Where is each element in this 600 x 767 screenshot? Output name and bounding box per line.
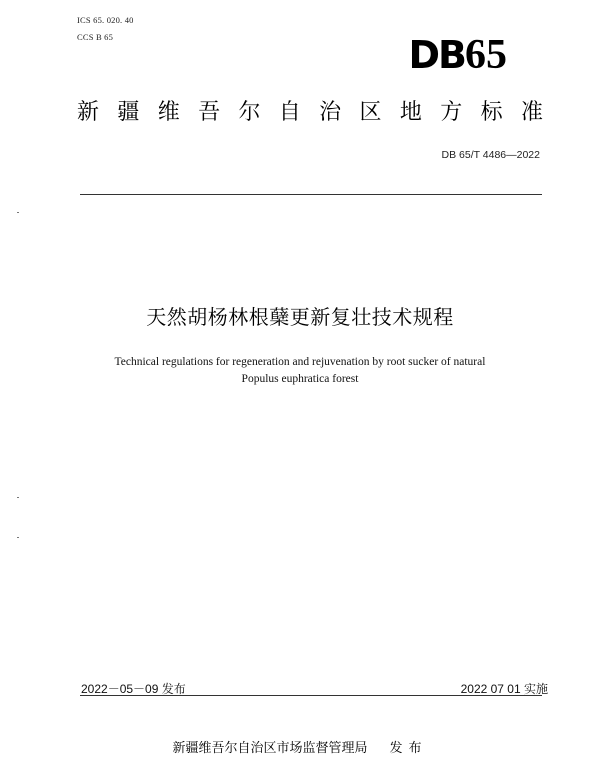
header-divider (80, 194, 542, 195)
ccs-code: CCS B 65 (77, 32, 114, 42)
margin-mark (17, 497, 19, 498)
document-title-chinese: 天然胡杨林根蘖更新复壮技术规程 (146, 305, 454, 329)
effective-date: 2022 07 01 实施 (460, 682, 548, 696)
document-title-english (80, 354, 520, 388)
issuer-title-char: 维 (157, 100, 180, 125)
publisher-name: 新疆维吾尔自治区市场监督管理局 (172, 741, 368, 756)
issuer-title-char: 吾 (198, 100, 221, 125)
issuer-title-char: 自 (278, 100, 301, 125)
issuer-title-char: 地 (399, 100, 422, 125)
standard-number: DB 65/T 4486—2022 (441, 149, 540, 161)
issue-date: 2022－05－09 发布 (81, 682, 186, 696)
publisher-action: 发布 (389, 741, 428, 756)
margin-mark (17, 537, 19, 538)
issuer-title-char: 治 (319, 100, 342, 125)
footer-divider (80, 695, 542, 696)
issuer-title-char: 区 (359, 100, 382, 125)
issuer-title-char: 疆 (117, 100, 140, 125)
logo-code: 65 (465, 32, 507, 78)
issuer-title-char: 准 (520, 100, 543, 125)
margin-mark (17, 212, 19, 213)
issuer-title-char: 新 (77, 100, 100, 125)
issuer-title-char: 尔 (238, 100, 261, 125)
db-standard-logo (408, 34, 507, 76)
title-english-line: Technical regulations for regeneration and rejuvenation by root sucker of natural (114, 356, 486, 368)
issuer-title-char: 方 (440, 100, 463, 125)
ics-code: ICS 65. 020. 40 (77, 15, 134, 25)
title-english-line: Populus euphratica forest (241, 373, 359, 385)
logo-letters: DB (408, 33, 465, 77)
issuer-title (77, 102, 543, 124)
publisher-line (0, 737, 600, 756)
issuer-title-char: 标 (480, 100, 503, 125)
